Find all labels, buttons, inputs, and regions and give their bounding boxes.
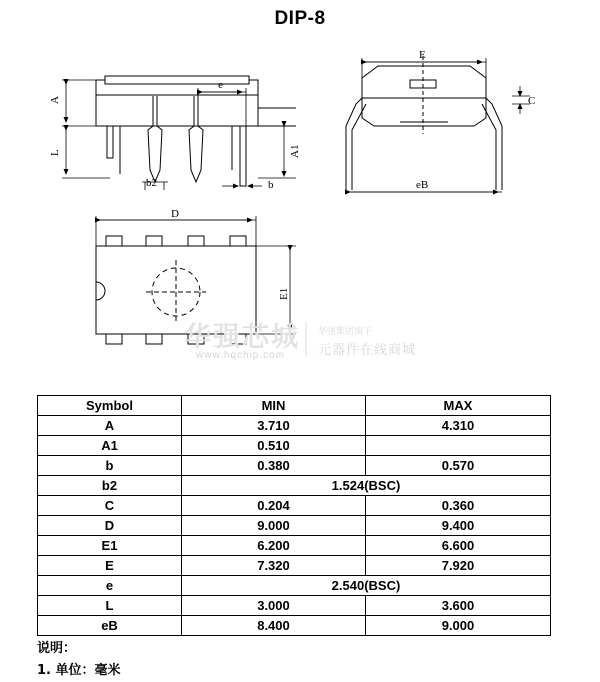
table-row bbox=[38, 416, 551, 436]
cell-min: 0.204 bbox=[182, 496, 366, 516]
dim-label-E: E bbox=[419, 49, 426, 61]
table-row bbox=[38, 616, 551, 636]
dim-label-b: b bbox=[268, 179, 274, 191]
table-row bbox=[38, 596, 551, 616]
table-row bbox=[38, 536, 551, 556]
notes-heading: 说明： bbox=[37, 641, 77, 656]
dim-label-E1: E1 bbox=[278, 287, 290, 300]
cell-max: 7.920 bbox=[366, 556, 551, 576]
table-row bbox=[38, 496, 551, 516]
watermark-tagline-1: 华强集团旗下 bbox=[318, 327, 373, 337]
end-view bbox=[346, 56, 502, 190]
cell-min: 0.380 bbox=[182, 456, 366, 476]
dim-label-eB: eB bbox=[416, 179, 429, 191]
watermark-tagline-2: 元器件在线商城 bbox=[318, 343, 417, 358]
cell-min: 8.400 bbox=[182, 616, 366, 636]
cell-symbol: A1 bbox=[38, 436, 182, 456]
notes-section bbox=[37, 638, 121, 682]
watermark-url: www.hqchip.com bbox=[196, 350, 286, 361]
cell-bsc-value: 2.540(BSC) bbox=[182, 576, 551, 596]
table-row bbox=[38, 456, 551, 476]
dim-label-C: C bbox=[528, 95, 536, 107]
cell-min: 6.200 bbox=[182, 536, 366, 556]
dim-label-A1: A1 bbox=[289, 144, 301, 158]
cell-symbol: D bbox=[38, 516, 182, 536]
dim-label-b2: b2 bbox=[146, 177, 157, 189]
dimension-table bbox=[37, 395, 551, 636]
side-view bbox=[96, 76, 296, 186]
cell-min: 3.710 bbox=[182, 416, 366, 436]
cell-max: 0.360 bbox=[366, 496, 551, 516]
table-row bbox=[38, 576, 551, 596]
cell-symbol: b2 bbox=[38, 476, 182, 496]
cell-symbol: b bbox=[38, 456, 182, 476]
cell-symbol: C bbox=[38, 496, 182, 516]
cell-max: 4.310 bbox=[366, 416, 551, 436]
top-view-dimensions bbox=[96, 216, 296, 334]
cell-symbol: A bbox=[38, 416, 182, 436]
dim-label-e: e bbox=[218, 79, 223, 91]
cell-symbol: E bbox=[38, 556, 182, 576]
dim-label-D: D bbox=[171, 208, 179, 220]
table-row bbox=[38, 476, 551, 496]
table-row bbox=[38, 516, 551, 536]
table-row bbox=[38, 556, 551, 576]
dim-label-A: A bbox=[49, 96, 61, 104]
cell-max: 9.000 bbox=[366, 616, 551, 636]
cell-min: 3.000 bbox=[182, 596, 366, 616]
cell-symbol: E1 bbox=[38, 536, 182, 556]
cell-max: 3.600 bbox=[366, 596, 551, 616]
cell-max: 6.600 bbox=[366, 536, 551, 556]
cell-min: 7.320 bbox=[182, 556, 366, 576]
cell-symbol: e bbox=[38, 576, 182, 596]
cell-max bbox=[366, 436, 551, 456]
header-min: MIN bbox=[182, 396, 366, 416]
cell-bsc-value: 1.524(BSC) bbox=[182, 476, 551, 496]
table-row bbox=[38, 436, 551, 456]
package-title: DIP-8 bbox=[274, 8, 326, 29]
cell-max: 9.400 bbox=[366, 516, 551, 536]
cell-min: 0.510 bbox=[182, 436, 366, 456]
dim-label-L: L bbox=[49, 149, 61, 156]
cell-min: 9.000 bbox=[182, 516, 366, 536]
cell-max: 0.570 bbox=[366, 456, 551, 476]
notes-item: 1. 单位：毫米 bbox=[37, 663, 121, 678]
side-view-dimensions bbox=[62, 80, 296, 190]
cell-symbol: eB bbox=[38, 616, 182, 636]
table-header-row bbox=[38, 396, 551, 416]
cell-symbol: L bbox=[38, 596, 182, 616]
watermark-brand: 华强芯城 bbox=[184, 322, 300, 353]
header-max: MAX bbox=[366, 396, 551, 416]
header-symbol: Symbol bbox=[38, 396, 182, 416]
watermark bbox=[184, 322, 416, 361]
